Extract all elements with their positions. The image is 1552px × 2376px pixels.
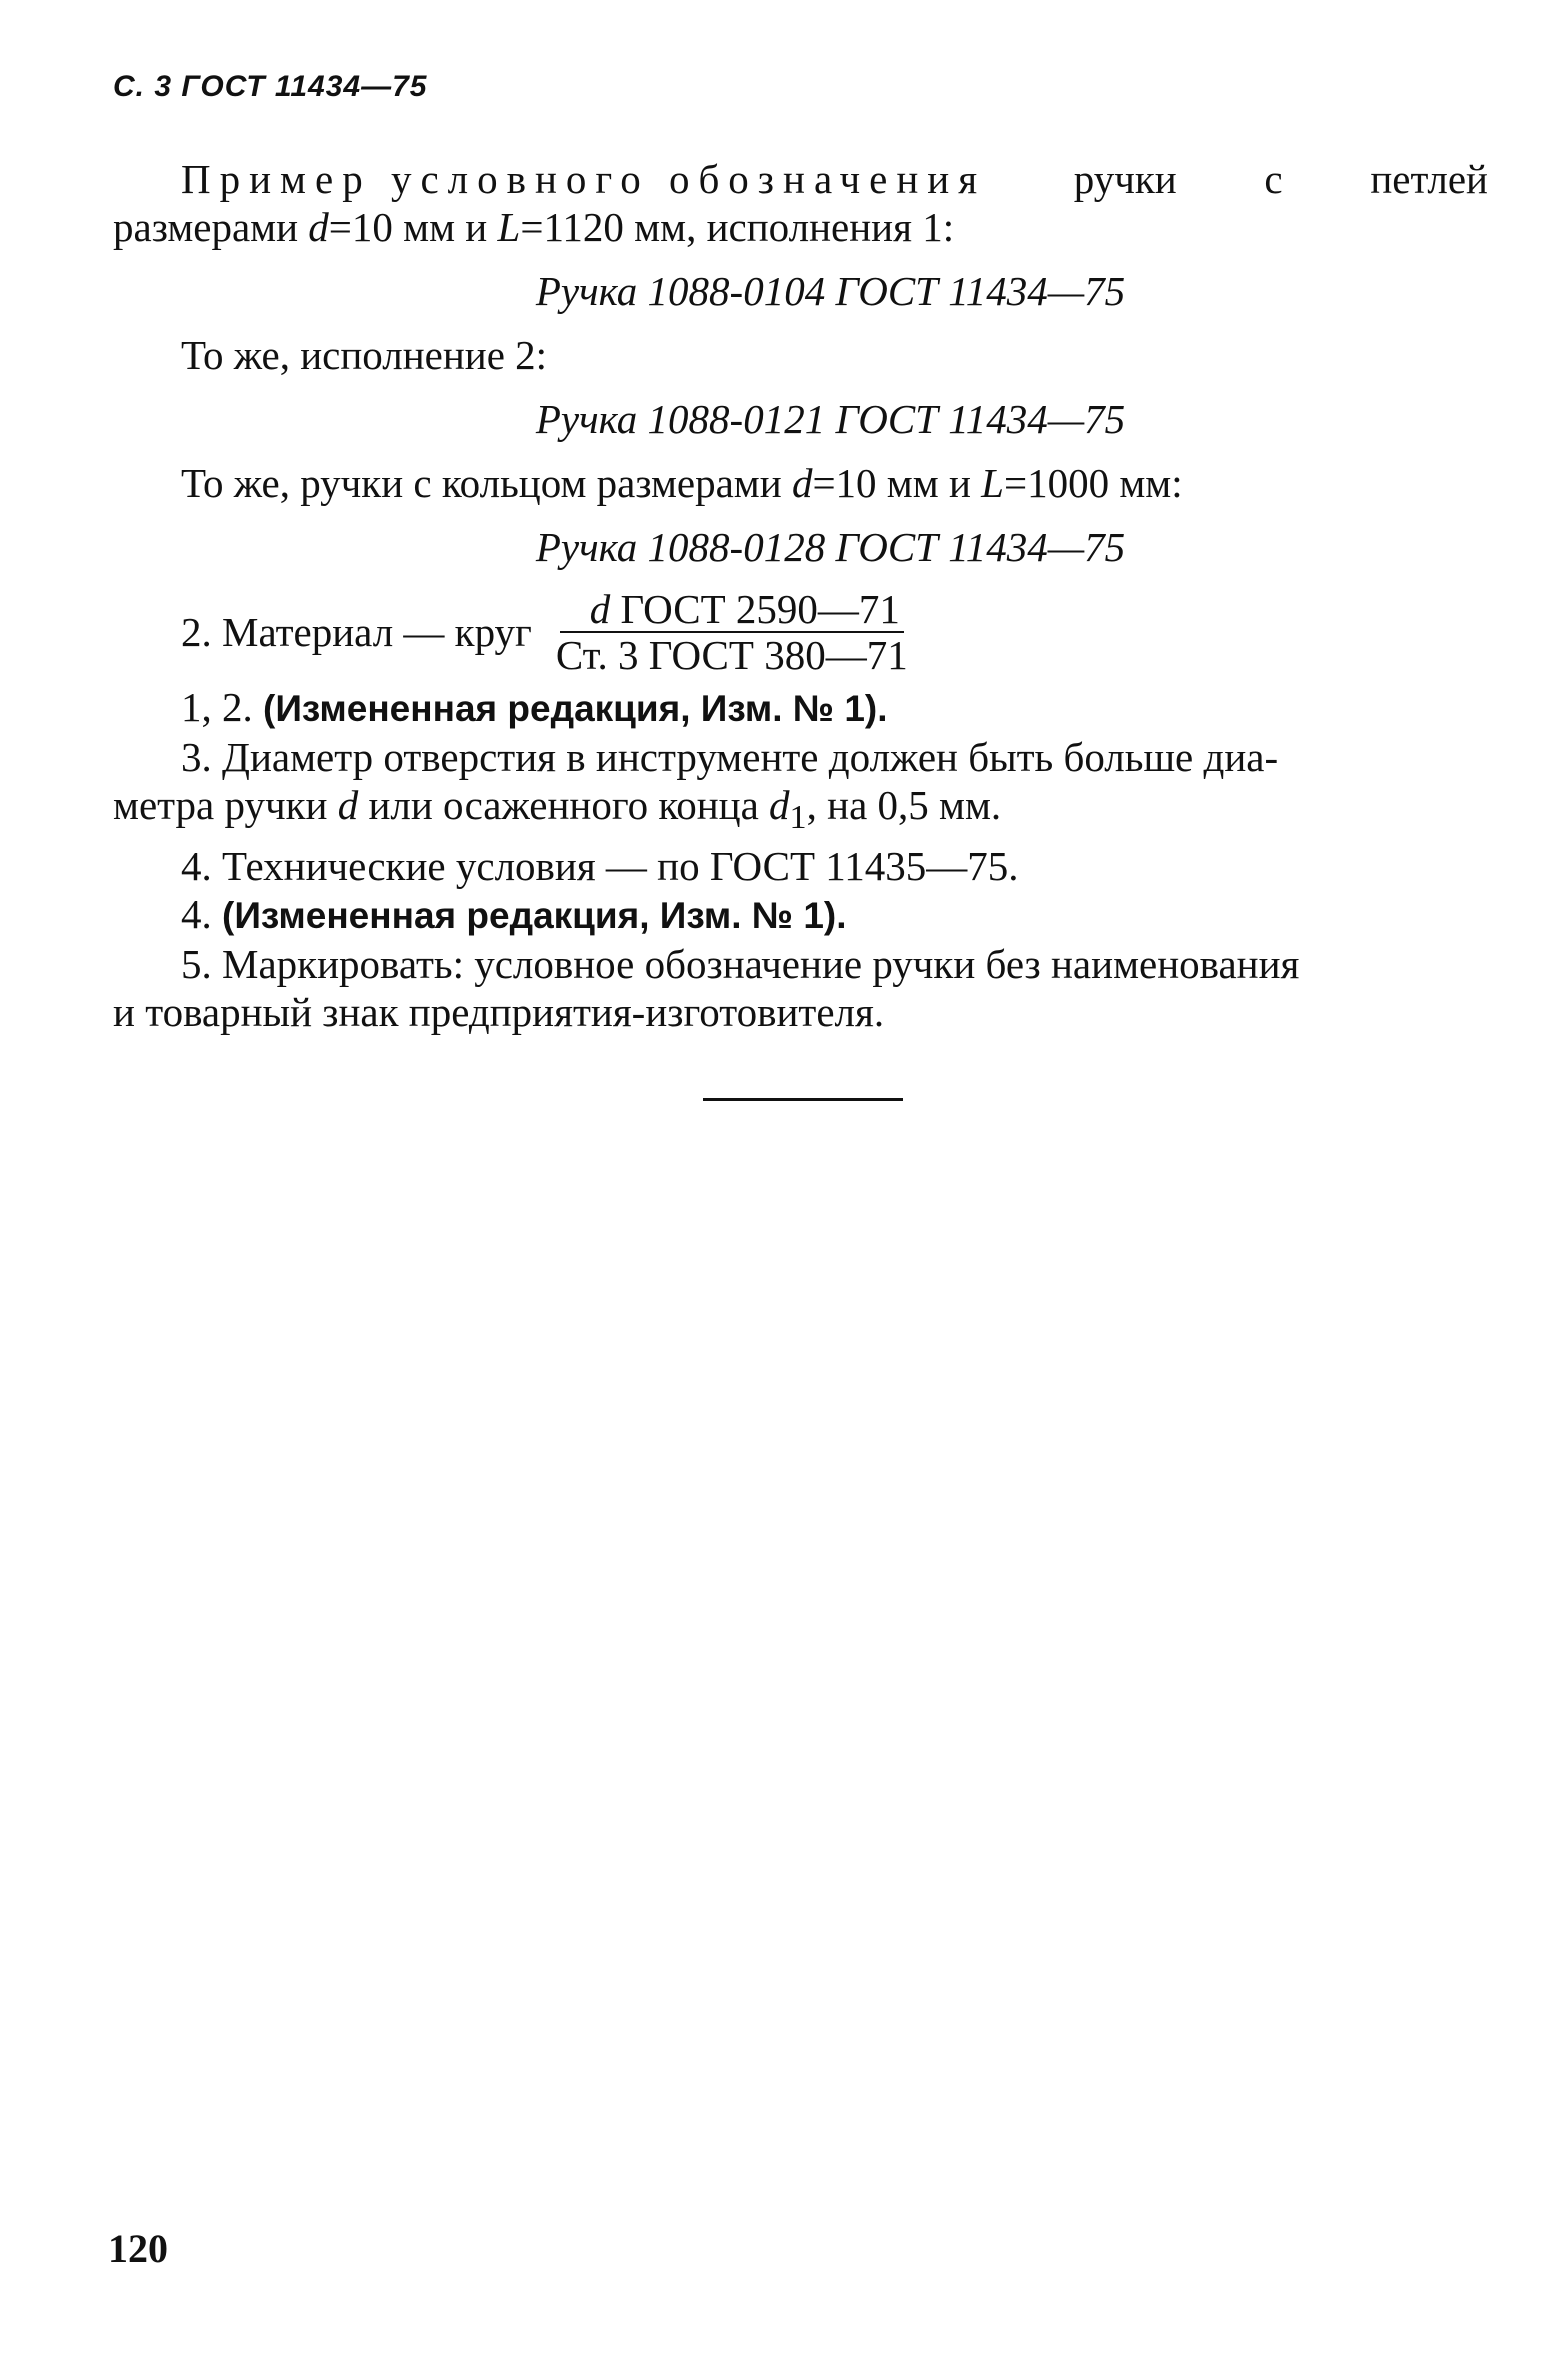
designation-3: Ручка 1088-0128 ГОСТ 11434—75 <box>535 524 1126 570</box>
symbol-L: L <box>497 204 521 250</box>
example-line-1 <box>113 155 1488 203</box>
text-fragment: =10 мм и <box>812 460 982 506</box>
item-5-line-2: и товарный знак предприятия-изготовителя. <box>113 989 885 1036</box>
material-line <box>113 587 1488 677</box>
example-word-ruchki: ручки <box>1073 156 1177 202</box>
text-fragment: =10 мм и <box>328 204 498 250</box>
same-ring-line <box>113 459 1488 507</box>
same-execution-2: То же, исполнение 2: <box>181 332 548 378</box>
designation-2: Ручка 1088-0121 ГОСТ 11434—75 <box>535 396 1126 442</box>
item-5-line-1: 5. Маркировать: условное обозначение ручки без наименования <box>181 941 1300 988</box>
text-fragment: или осаженного конца <box>358 782 770 828</box>
text-fragment: =1120 мм, исполнения 1: <box>520 204 955 250</box>
text-fragment: ГОСТ 2590—71 <box>610 586 900 632</box>
symbol-d1: d <box>769 782 790 828</box>
running-header: С. 3 ГОСТ 11434—75 <box>113 70 428 103</box>
example-spaced-text: Пример условного обозначения <box>181 156 987 202</box>
symbol-L: L <box>981 460 1004 506</box>
amendment-bold: (Измененная редакция, Изм. № 1). <box>263 688 888 729</box>
text-fragment: метра ручки <box>113 782 338 828</box>
text-fragment: , на 0,5 мм. <box>806 782 1002 828</box>
symbol-d: d <box>337 782 359 828</box>
item-3-line-2 <box>113 781 1488 842</box>
text-fragment: 1, 2. <box>181 684 263 730</box>
text-fragment: =1000 мм: <box>1003 460 1183 506</box>
material-fraction <box>550 587 914 677</box>
page-number: 120 <box>108 2226 168 2271</box>
text-fragment: размерами <box>113 204 309 250</box>
end-rule-divider <box>703 1098 903 1101</box>
symbol-d: d <box>589 586 611 632</box>
symbol-d: d <box>308 204 329 250</box>
amendment-note-1 <box>113 683 1488 733</box>
symbol-d: d <box>791 460 813 506</box>
fraction-numerator <box>560 587 904 633</box>
example-line-2 <box>113 203 1488 251</box>
item-4: 4. Технические условия — по ГОСТ 11435—75. <box>181 843 1019 890</box>
document-body <box>113 155 1488 1036</box>
example-word-petley: петлей <box>1370 156 1488 202</box>
text-fragment: 4. <box>181 891 222 938</box>
text-fragment: То же, ручки с кольцом размерами <box>181 460 792 506</box>
amendment-note-2 <box>113 890 1488 940</box>
item-3-line-1: 3. Диаметр отверстия в инструменте должен быть больше диа- <box>181 734 1279 780</box>
material-label: 2. Материал — круг <box>181 609 532 655</box>
fraction-denominator: Ст. 3 ГОСТ 380—71 <box>555 632 908 678</box>
example-word-s: с <box>1264 156 1283 202</box>
designation-1: Ручка 1088-0104 ГОСТ 11434—75 <box>535 268 1126 314</box>
amendment-bold: (Измененная редакция, Изм. № 1). <box>222 895 847 937</box>
subscript-1: 1 <box>789 799 807 837</box>
